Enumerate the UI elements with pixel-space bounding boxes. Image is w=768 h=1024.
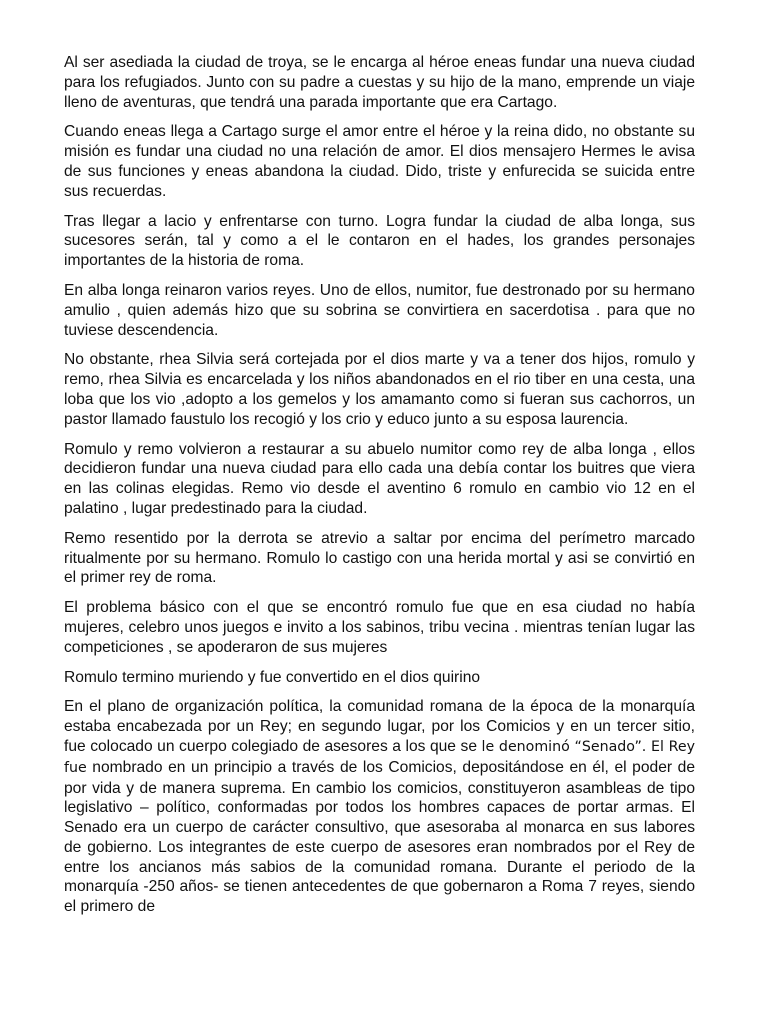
- paragraph-9: Romulo termino muriendo y fue convertido en el dios quirino: [64, 668, 481, 686]
- paragraph-5: No obstante, rhea Silvia será cortejada por el dios marte y va a tener dos hijos, romulo y remo, rhea Silvia es encarcelada y los niños abandonados en el rio tiber en una cesta, una loba que los vio ,adopto a los gemelos y los amamanto como si fueran sus cachorros, un pastor llamado faustulo los recogió y los crio y educo junto a su esposa laurencia.: [64, 351, 695, 428]
- paragraph-1: Al ser asediada la ciudad de troya, se le encarga al héroe eneas fundar una nueva ciudad para los refugiados. Junto con su padre a cuestas y su hijo de la mano, emprende un viaje lleno de aventuras, que tendrá una parada importante que era Cartago.: [64, 54, 695, 111]
- paragraph-10: [64, 697, 695, 917]
- paragraph-8: El problema básico con el que se encontró romulo fue que en esa ciudad no había mujeres, celebro unos juegos e invito a los sabinos, tribu vecina . mientras tenían lugar las competiciones , se apoderaron de sus mujeres: [64, 599, 695, 656]
- paragraph-7: Remo resentido por la derrota se atrevio a saltar por encima del perímetro marcado ritualmente por su hermano. Romulo lo castigo con una herida mortal y asi se convirtió en el primer rey de roma.: [64, 529, 695, 587]
- paragraph-2: Cuando eneas llega a Cartago surge el amor entre el héroe y la reina dido, no obstante su misión es fundar una ciudad no una relación de amor. El dios mensajero Hermes le avisa de sus funciones y eneas abandona la ciudad. Dido, triste y enfurecida se suicida entre sus recuerdas.: [64, 123, 695, 200]
- document-body: [64, 53, 695, 927]
- paragraph-10-part-2: le denominó “Senado”. El Rey fue: [64, 738, 695, 776]
- paragraph-3: Tras llegar a lacio y enfrentarse con turno. Logra fundar la ciudad de alba longa, sus sucesores serán, tal y como a el le contaron en el hades, los grandes personajes importantes de la historia de roma.: [64, 212, 695, 270]
- paragraph-6: Romulo y remo volvieron a restaurar a su abuelo numitor como rey de alba longa , ellos decidieron fundar una nueva ciudad para ello cada una debía contar los buitres que viera en las colinas elegidas. Remo vio desde el aventino 6 romulo en cambio vio 12 en el palatino , lugar predestinado para la ciudad.: [64, 440, 695, 517]
- paragraph-10-part-3: nombrado en un principio a través de los Comicios, depositándose en él, el poder de por vida y de manera suprema. En cambio los comicios, constituyeron asambleas de tipo legislativo – político, conformadas por todos los hombres capaces de portar armas. El Senado era un cuerpo de carácter consultivo, que asesoraba al monarca en sus labores de gobierno. Los integrantes de este cuerpo de asesores eran nombrados por el Rey de entre los ancianos más sabios de la comunidad romana. Durante el periodo de la monarquía -250 años- se tienen antecedentes de que gobernaron a Roma 7 reyes, siendo el primero de: [64, 758, 695, 916]
- paragraph-10-part-1: En el plano de organización política, la comunidad romana de la época de la monarquía estaba encabezada por un Rey; en segundo lugar, por los Comicios y en un tercer sitio, fue colocado un cuerpo colegiado de asesores a los que se: [64, 698, 695, 755]
- paragraph-4: En alba longa reinaron varios reyes. Uno de ellos, numitor, fue destronado por su hermano amulio , quien además hizo que su sobrina se convirtiera en sacerdotisa . para que no tuviese descendencia.: [64, 281, 695, 339]
